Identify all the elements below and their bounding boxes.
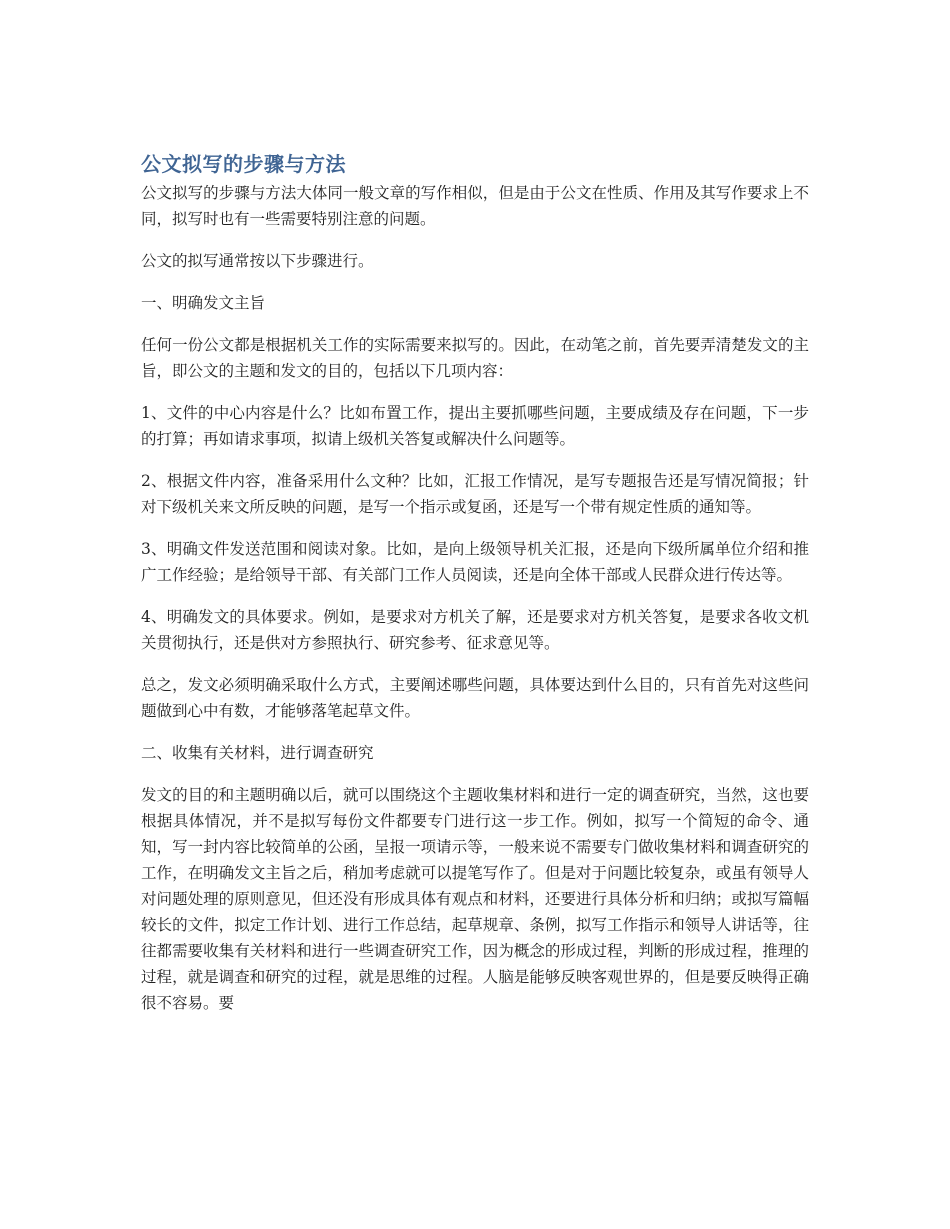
list-item-4: 4、明确发文的具体要求。例如，是要求对方机关了解，还是要求对方机关答复，是要求各收文机关贯彻执行，还是供对方参照执行、研究参考、征求意见等。 xyxy=(141,608,809,652)
section-heading-1: 一、明确发文主旨 xyxy=(141,294,266,312)
paragraph-summary: 总之，发文必须明确采取什么方式，主要阐述哪些问题，具体要达到什么目的，只有首先对这些问题做到心中有数，才能够落笔起草文件。 xyxy=(141,676,809,720)
paragraph-intro: 公文拟写的步骤与方法大体同一般文章的写作相似，但是由于公文在性质、作用及其写作要求上不同，拟写时也有一些需要特别注意的问题。 xyxy=(141,184,809,228)
paragraph-section-2-body: 发文的目的和主题明确以后，就可以围绕这个主题收集材料和进行一定的调查研究，当然，这也要根据具体情况，并不是拟写每份文件都要专门进行这一步工作。例如，拟写一个简短的命令、通知，写一封内容比较简单的公函，呈报一项请示等，一般来说不需要专门做收集材料和调查研究的工作，在明确发文主旨之后，稍加考虑就可以提笔写作了。但是对于问题比较复杂，或虽有领导人对问题处理的原则意见，但还没有形成具体有观点和材料，还要进行具体分析和归纳；或拟写篇幅较长的文件，拟定工作计划、进行工作总结，起草规章、条例，拟写工作指示和领导人讲话等，往往都需要收集有关材料和进行一些调查研究工作，因为概念的形成过程，判断的形成过程，推理的过程，就是调查和研究的过程，就是思维的过程。人脑是能够反映客观世界的，但是要反映得正确很不容易。要 xyxy=(141,786,809,1012)
list-item-1: 1、文件的中心内容是什么？比如布置工作，提出主要抓哪些问题，主要成绩及存在问题，下一步的打算；再如请求事项，拟请上级机关答复或解决什么问题等。 xyxy=(141,404,809,448)
paragraph-section-1-intro: 任何一份公文都是根据机关工作的实际需要来拟写的。因此，在动笔之前，首先要弄清楚发文的主旨，即公文的主题和发文的目的，包括以下几项内容： xyxy=(141,336,809,380)
document-title: 公文拟写的步骤与方法 xyxy=(141,152,346,176)
section-heading-2: 二、收集有关材料，进行调查研究 xyxy=(141,744,374,762)
paragraph-steps-lead: 公文的拟写通常按以下步骤进行。 xyxy=(141,252,374,270)
list-item-3: 3、明确文件发送范围和阅读对象。比如，是向上级领导机关汇报，还是向下级所属单位介绍和推广工作经验；是给领导干部、有关部门工作人员阅读，还是向全体干部或人民群众进行传达等。 xyxy=(141,540,809,584)
list-item-2: 2、根据文件内容，准备采用什么文种？比如，汇报工作情况，是写专题报告还是写情况简报；针对下级机关来文所反映的问题，是写一个指示或复函，还是写一个带有规定性质的通知等。 xyxy=(141,472,809,516)
document-page xyxy=(141,150,809,1032)
